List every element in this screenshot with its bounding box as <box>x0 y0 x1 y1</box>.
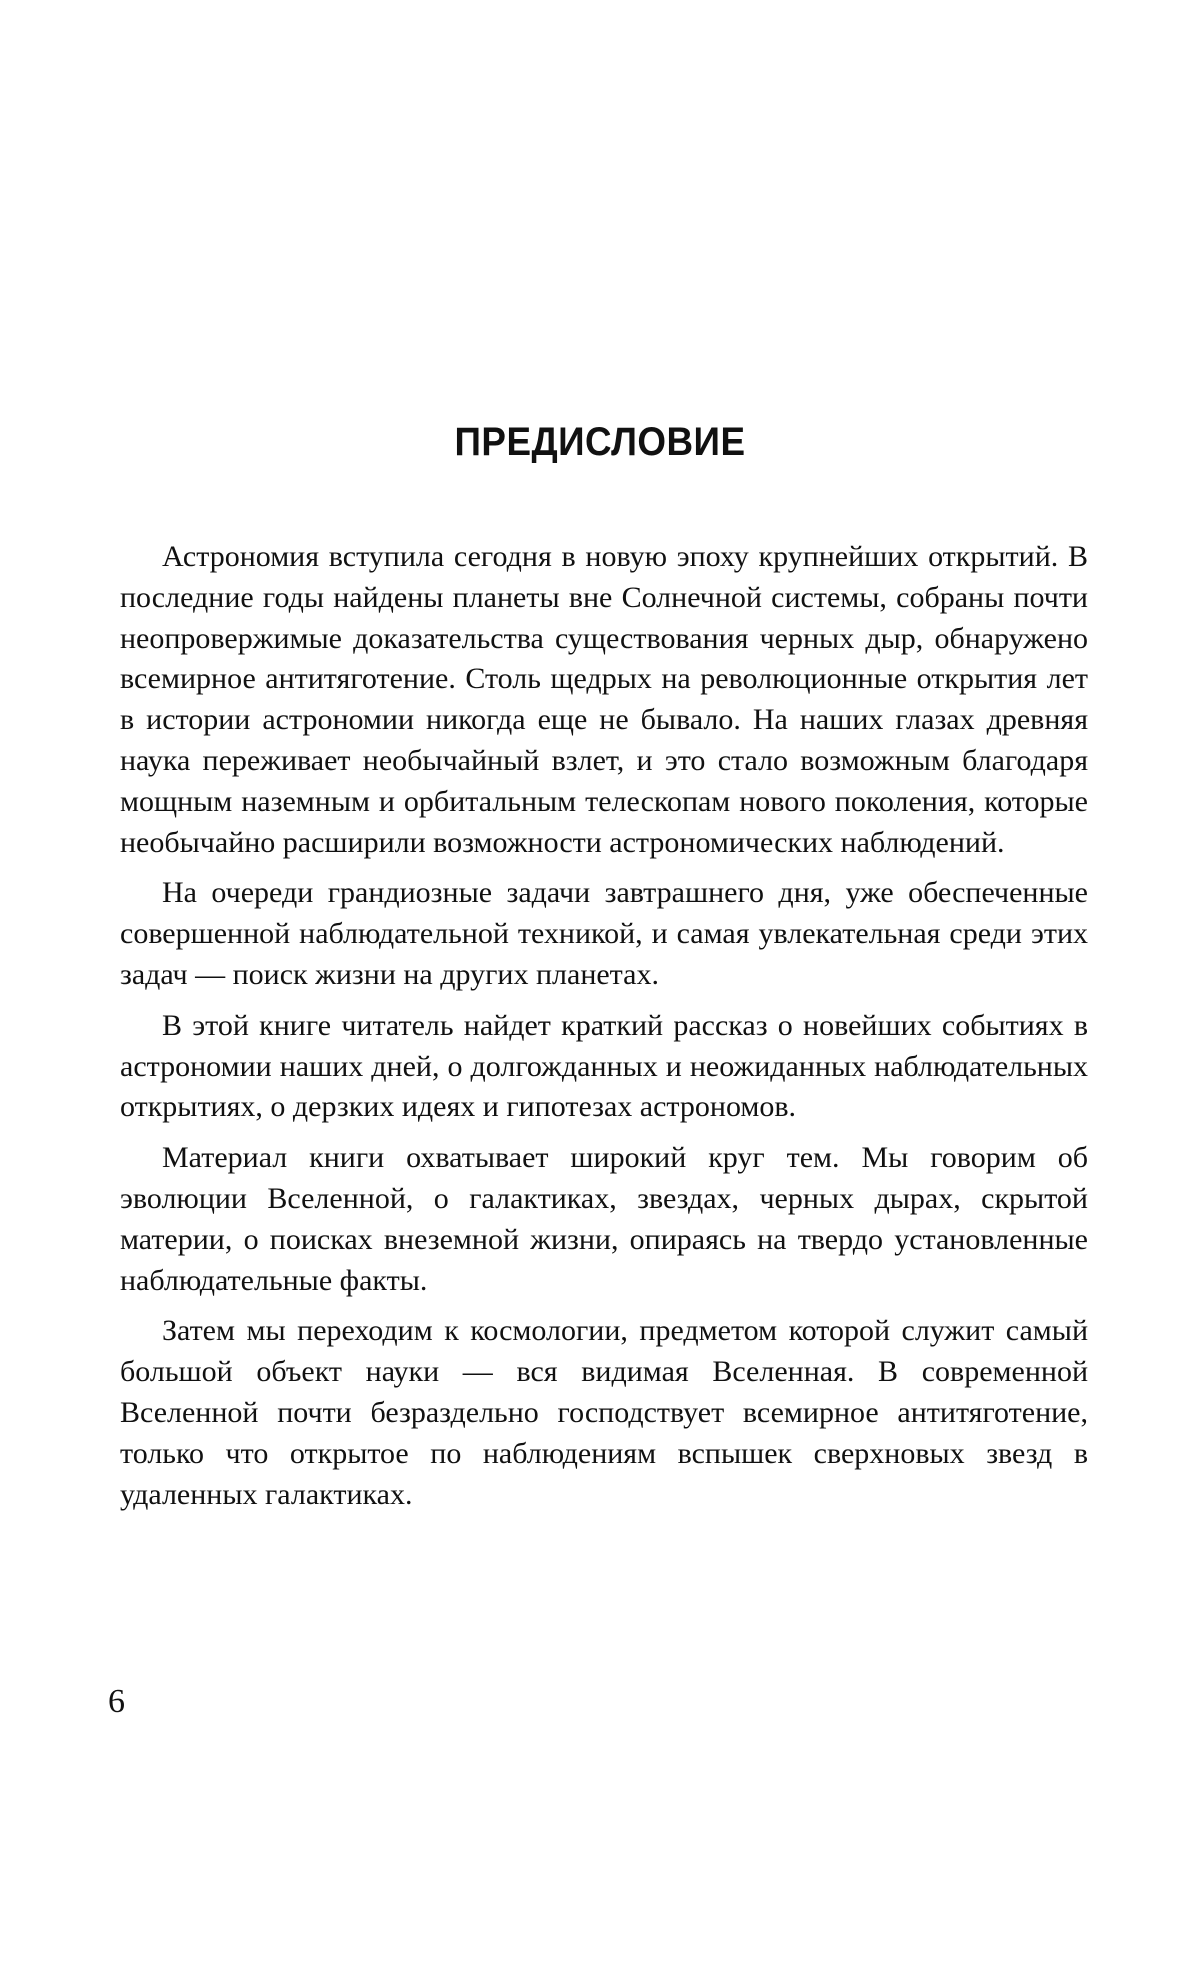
body-text <box>120 537 1088 1525</box>
paragraph-3: В этой книге читатель найдет краткий рассказ о новейших событиях в астрономии наших дней, о долгожданных и неожиданных наблюдательных открытиях, о дерзких идеях и гипотезах астрономов. <box>120 1008 1088 1124</box>
paragraph-5: Затем мы переходим к космологии, предметом которой служит самый большой объект науки — вся видимая Вселенная. В современной Вселенной почти безраздельно господствует всемирное антитяготение, только что открытое по наблюдениям вспышек сверхновых звезд в удаленных галактиках. <box>120 1314 1088 1511</box>
chapter-heading: ПРЕДИСЛОВИЕ <box>454 420 746 464</box>
paragraph-4: Материал книги охватывает широкий круг тем. Мы говорим об эволюции Вселенной, о галактиках, звездах, черных дырах, скрытой материи, о поисках внеземной жизни, опираясь на твердо установленные наблюдательные факты. <box>120 1141 1088 1297</box>
page-number: 6 <box>108 1683 125 1720</box>
paragraph-2: На очереди грандиозные задачи завтрашнего дня, уже обеспеченные совершенной наблюдательной техникой, и самая увлекательная среди этих задач — поиск жизни на других планетах. <box>120 876 1088 991</box>
paragraph-1: Астрономия вступила сегодня в новую эпоху крупнейших открытий. В последние годы найдены планеты вне Солнечной системы, собраны почти неопровержимые доказательства существования черных дыр, обнаружено всемирное антитяготение. Столь щедрых на революционные открытия лет в истории астрономии никогда еще не бывало. На наших глазах древняя наука переживает необычайный взлет, и это стало возможным благодаря мощным наземным и орбитальным телескопам нового поколения, которые необычайно расширили возможности астрономических наблюдений. <box>120 540 1088 859</box>
